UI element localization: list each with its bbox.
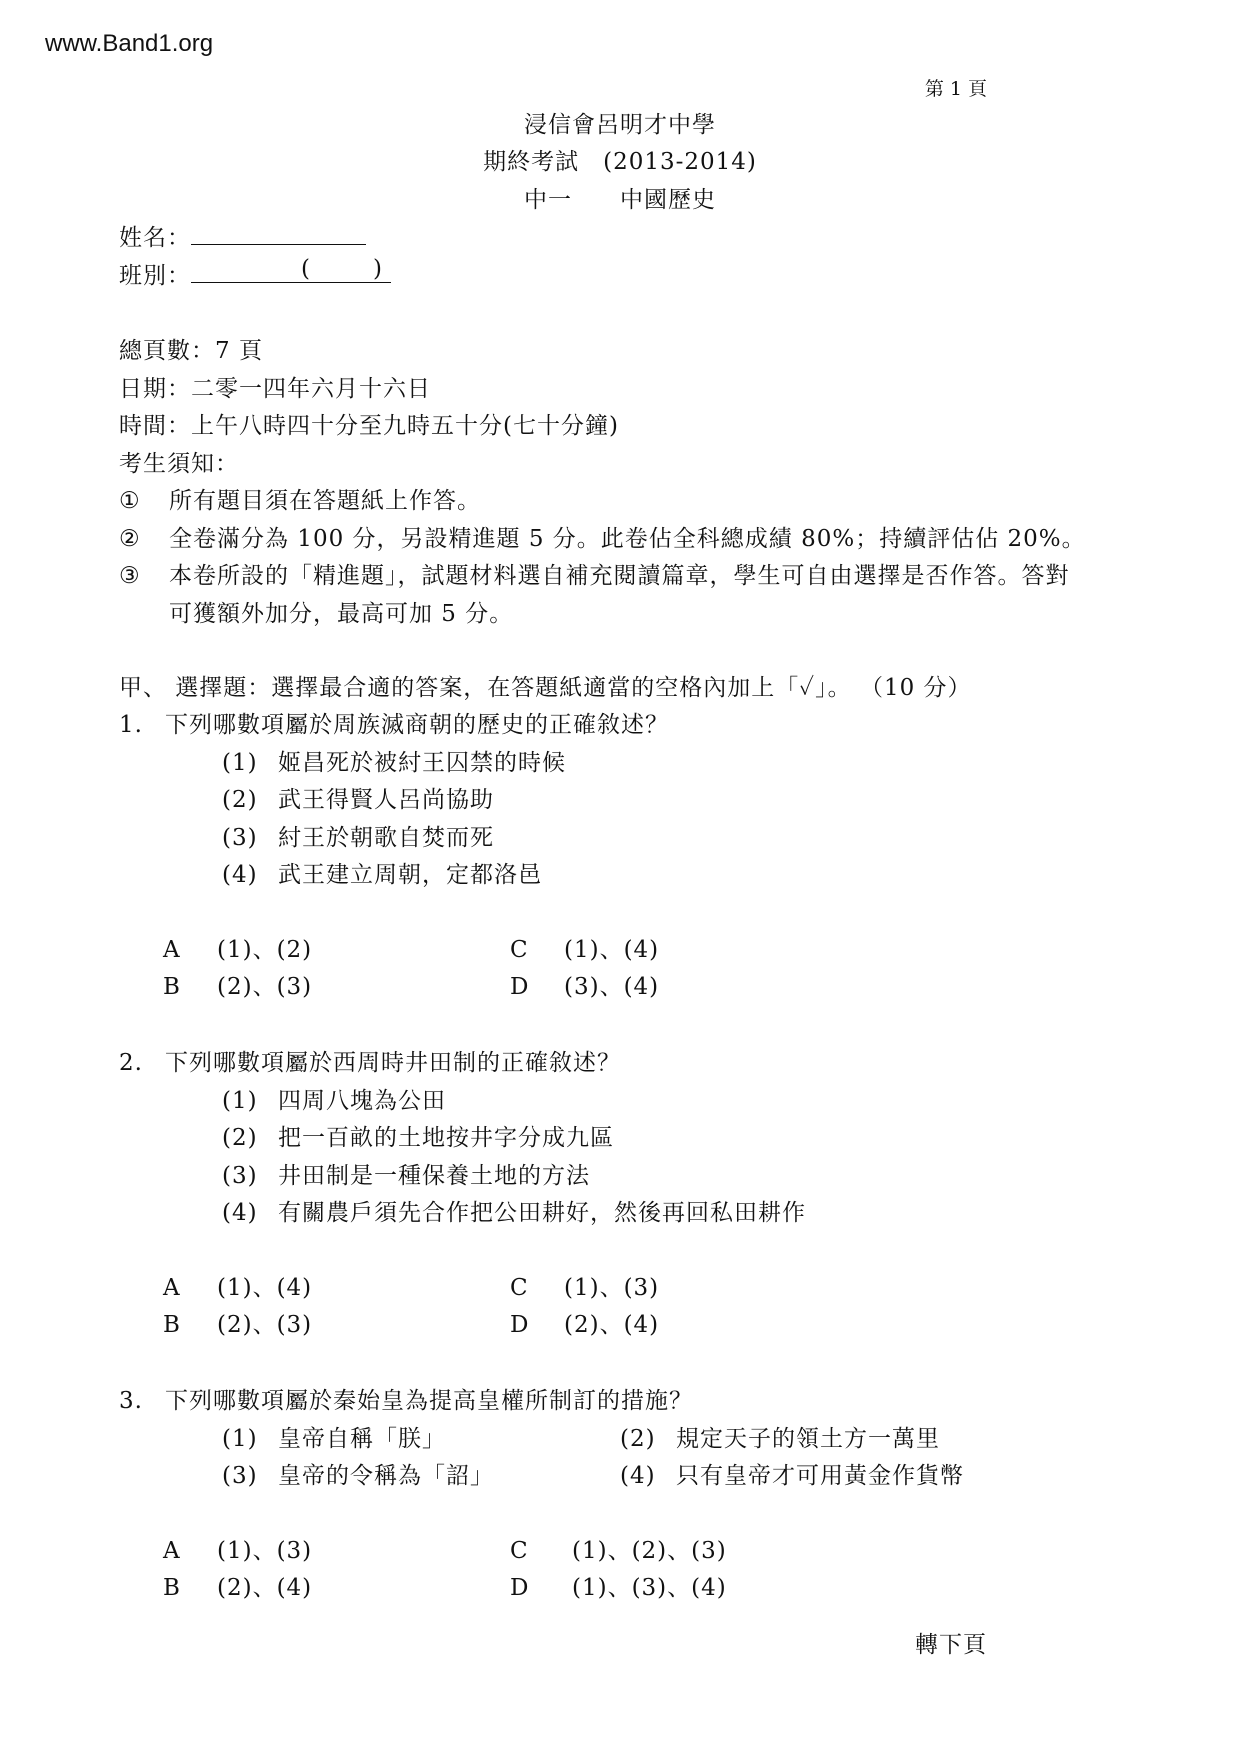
- notice-text: 本卷所設的「精進題」，試題材料選自補充閱讀篇章，學生可自由選擇是否作答。答對: [169, 563, 1070, 589]
- item-number: (2): [222, 787, 258, 813]
- answer-letter: A: [163, 937, 181, 963]
- question-number: 1.: [119, 712, 143, 738]
- question-item: [222, 1157, 590, 1190]
- exam-title: 期終考試 (2013-2014): [483, 149, 757, 175]
- turn-page-note: 轉下頁: [915, 1632, 987, 1658]
- item-text: 規定天子的領土方一萬里: [676, 1426, 940, 1452]
- item-number: (4): [222, 862, 258, 888]
- item-text: 武王建立周朝，定都洛邑: [278, 862, 542, 888]
- item-text: 四周八塊為公田: [278, 1088, 446, 1114]
- answer-option: [510, 1532, 727, 1565]
- answer-value: (2)、(4): [217, 1575, 313, 1601]
- notice-mark: ①: [119, 488, 141, 514]
- item-number: (1): [222, 1088, 258, 1114]
- answer-letter: A: [163, 1538, 181, 1564]
- answer-value: (1)、(4): [564, 937, 660, 963]
- class-label: 班別：: [119, 263, 191, 289]
- item-number: (2): [222, 1125, 258, 1151]
- class-number-paren-open: (: [301, 256, 311, 282]
- class-blank: [191, 256, 391, 283]
- question-item: [222, 1194, 806, 1227]
- exam-date: 日期：二零一四年六月十六日: [119, 376, 431, 402]
- name-label: 姓名：: [119, 225, 191, 251]
- answer-value: (1)、(3): [217, 1538, 313, 1564]
- item-text: 只有皇帝才可用黃金作貨幣: [676, 1463, 964, 1489]
- answer-letter: C: [510, 1538, 529, 1564]
- notice-mark: ③: [119, 563, 141, 589]
- answer-option: [163, 1306, 312, 1339]
- name-field: [119, 219, 366, 252]
- page-number: 第 1 頁: [924, 78, 987, 100]
- answer-letter: B: [163, 1312, 181, 1338]
- question-text: 下列哪數項屬於周族滅商朝的歷史的正確敘述？: [165, 712, 669, 738]
- item-number: (3): [222, 1163, 258, 1189]
- item-text: 皇帝的令稱為「詔」: [278, 1463, 494, 1489]
- notice-item: [119, 557, 1070, 590]
- answer-letter: A: [163, 1275, 181, 1301]
- item-text: 紂王於朝歌自焚而死: [278, 825, 494, 851]
- answer-value: (1)、(3)、(4): [572, 1575, 727, 1601]
- question-2-stem: [119, 1044, 621, 1077]
- answer-value: (2)、(3): [217, 1312, 313, 1338]
- question-item: [620, 1457, 964, 1490]
- question-text: 下列哪數項屬於秦始皇為提高皇權所制訂的措施？: [165, 1388, 693, 1414]
- item-number: (3): [222, 1463, 258, 1489]
- item-text: 皇帝自稱「朕」: [278, 1426, 446, 1452]
- item-number: (3): [222, 825, 258, 851]
- watermark-text: www.Band1.org: [45, 30, 214, 57]
- answer-option: [163, 931, 312, 964]
- item-text: 姬昌死於被紂王囚禁的時候: [278, 750, 566, 776]
- answer-option: [163, 1532, 312, 1565]
- item-number: (4): [620, 1463, 656, 1489]
- item-number: (4): [222, 1200, 258, 1226]
- answer-option: [163, 1269, 312, 1302]
- item-number: (1): [222, 750, 258, 776]
- subject-title: 中一 中國歷史: [524, 187, 716, 213]
- answer-value: (2)、(3): [217, 974, 313, 1000]
- answer-option: [510, 1269, 659, 1302]
- question-number: 3.: [119, 1388, 143, 1414]
- item-text: 武王得賢人呂尚協助: [278, 787, 494, 813]
- exam-time: 時間：上午八時四十分至九時五十分(七十分鐘): [119, 413, 619, 439]
- notice-item: [119, 520, 1086, 553]
- answer-value: (1)、(2): [217, 937, 313, 963]
- notice-text: 所有題目須在答題紙上作答。: [169, 488, 481, 514]
- answer-letter: B: [163, 1575, 181, 1601]
- answer-letter: B: [163, 974, 181, 1000]
- answer-option: [510, 1569, 727, 1602]
- question-item: [222, 781, 494, 814]
- question-item: [222, 856, 542, 889]
- answer-letter: C: [510, 937, 529, 963]
- question-item: [222, 744, 566, 777]
- notice-title: 考生須知：: [119, 451, 239, 477]
- answer-option: [510, 968, 659, 1001]
- notice-text: 全卷滿分為 100 分，另設精進題 5 分。此卷佔全科總成績 80%；持續評估佔 20%。: [169, 526, 1086, 552]
- answer-value: (1)、(3): [564, 1275, 660, 1301]
- section-heading: 甲、 選擇題：選擇最合適的答案，在答題紙適當的空格內加上「✓」。 （10 分）: [119, 675, 972, 701]
- school-name: 浸信會呂明才中學: [524, 112, 716, 138]
- total-pages: 總頁數：7 頁: [119, 338, 263, 364]
- answer-value: (3)、(4): [564, 974, 660, 1000]
- class-number-paren-close: ): [373, 256, 383, 282]
- item-text: 把一百畝的土地按井字分成九區: [278, 1125, 614, 1151]
- notice-mark: ②: [119, 526, 141, 552]
- answer-letter: C: [510, 1275, 529, 1301]
- question-number: 2.: [119, 1050, 143, 1076]
- item-text: 井田制是一種保養土地的方法: [278, 1163, 590, 1189]
- answer-option: [510, 1306, 659, 1339]
- answer-option: [163, 1569, 312, 1602]
- answer-value: (2)、(4): [564, 1312, 660, 1338]
- notice-text-continued: 可獲額外加分，最高可加 5 分。: [169, 601, 514, 627]
- question-3-stem: [119, 1382, 693, 1415]
- answer-value: (1)、(4): [217, 1275, 313, 1301]
- item-number: (2): [620, 1426, 656, 1452]
- answer-value: (1)、(2)、(3): [572, 1538, 727, 1564]
- question-item: [222, 1082, 446, 1115]
- answer-letter: D: [510, 1575, 530, 1601]
- answer-option: [163, 968, 312, 1001]
- question-text: 下列哪數項屬於西周時井田制的正確敘述？: [165, 1050, 621, 1076]
- answer-option: [510, 931, 659, 964]
- class-field: [119, 257, 391, 290]
- answer-letter: D: [510, 974, 530, 1000]
- name-blank: [191, 222, 366, 245]
- question-item: [222, 1420, 446, 1453]
- question-item: [222, 1119, 614, 1152]
- question-1-stem: [119, 706, 669, 739]
- question-item: [620, 1420, 940, 1453]
- answer-letter: D: [510, 1312, 530, 1338]
- item-text: 有關農戶須先合作把公田耕好，然後再回私田耕作: [278, 1200, 806, 1226]
- question-item: [222, 1457, 494, 1490]
- question-item: [222, 819, 494, 852]
- item-number: (1): [222, 1426, 258, 1452]
- notice-item: [119, 482, 481, 515]
